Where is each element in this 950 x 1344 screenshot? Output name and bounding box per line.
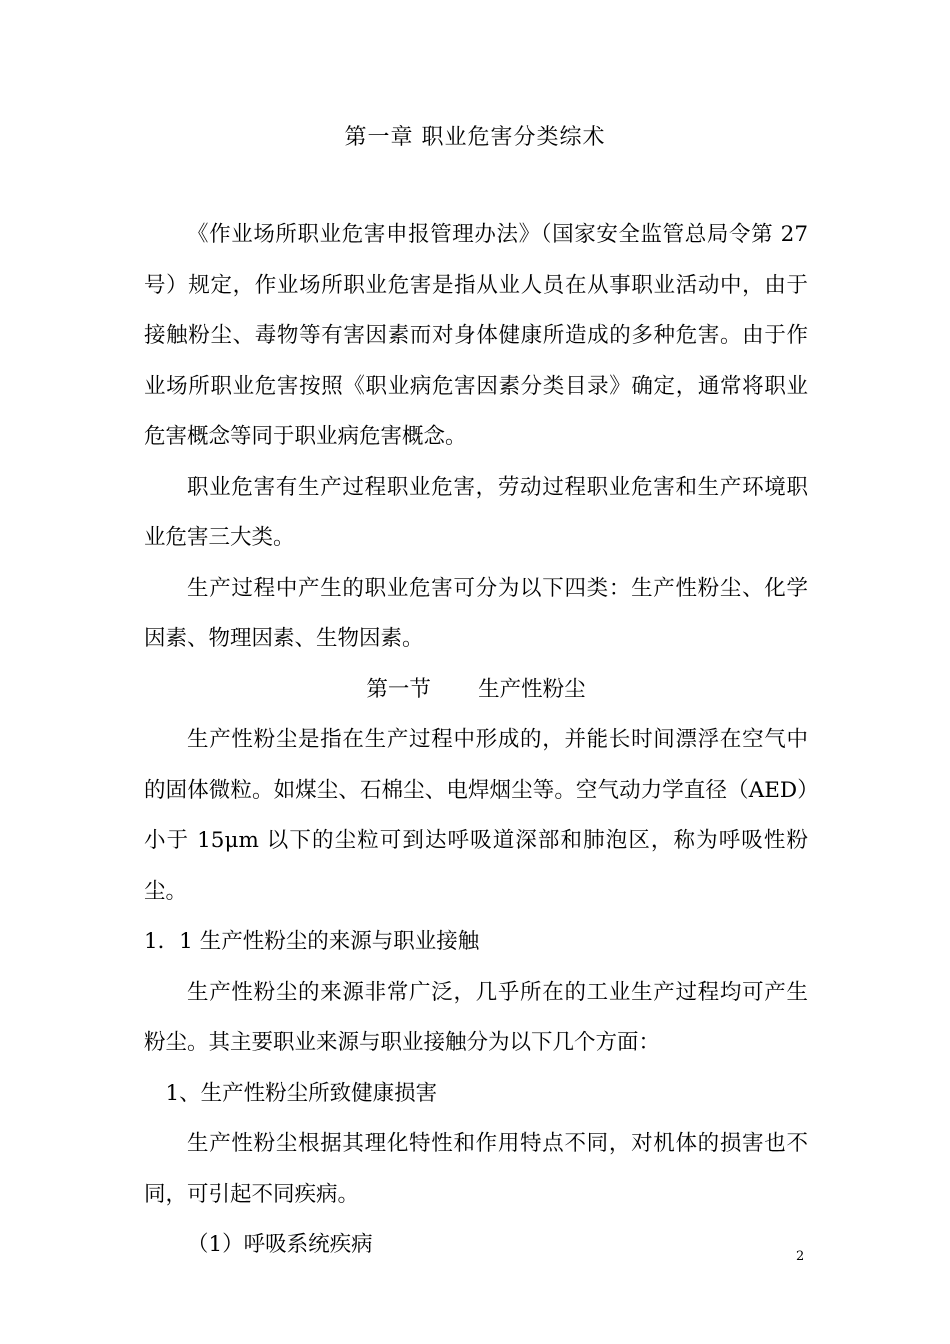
paragraph-health-damage: 生产性粉尘根据其理化特性和作用特点不同，对机体的损害也不同，可引起不同疾病。: [144, 1131, 808, 1207]
document-body: [144, 210, 808, 1271]
page-number: 2: [796, 1249, 805, 1264]
paragraph-dust-sources: 生产性粉尘的来源非常广泛，几乎所在的工业生产过程均可产生粉尘。其主要职业来源与职业接触分为以下几个方面：: [144, 979, 808, 1055]
section-name: 生产性粉尘: [478, 676, 586, 702]
paragraph-production-hazards: 生产过程中产生的职业危害可分为以下四类：生产性粉尘、化学因素、物理因素、生物因素。: [144, 575, 808, 651]
paragraph-hazard-categories: 职业危害有生产过程职业危害，劳动过程职业危害和生产环境职业危害三大类。: [144, 474, 808, 550]
paragraph-declaration-definition: 《作业场所职业危害申报管理办法》（国家安全监管总局令第 27 号）规定，作业场所职业危害是指从业人员在从事职业活动中，由于接触粉尘、毒物等有害因素而对身体健康所造成的多种危害。由于作业场所职业危害按照《职业病危害因素分类目录》确定，通常将职业危害概念等同于职业病危害概念。: [144, 222, 808, 449]
section-title: [144, 665, 808, 716]
list-item-health-damage: 1、生产性粉尘所致健康损害: [165, 1080, 438, 1106]
chapter-title: 第一章 职业危害分类综术: [344, 125, 606, 150]
section-number: 第一节: [366, 676, 431, 702]
subsection-heading: 1．1 生产性粉尘的来源与职业接触: [144, 929, 480, 954]
paragraph-dust-definition: 生产性粉尘是指在生产过程中形成的，并能长时间漂浮在空气中的固体微粒。如煤尘、石棉尘、电焊烟尘等。空气动力学直径（AED）小于 15μm 以下的尘粒可到达呼吸道深部和肺泡区，称为呼吸性粉尘。: [144, 727, 808, 904]
sub-item-respiratory: （1）呼吸系统疾病: [187, 1232, 373, 1257]
